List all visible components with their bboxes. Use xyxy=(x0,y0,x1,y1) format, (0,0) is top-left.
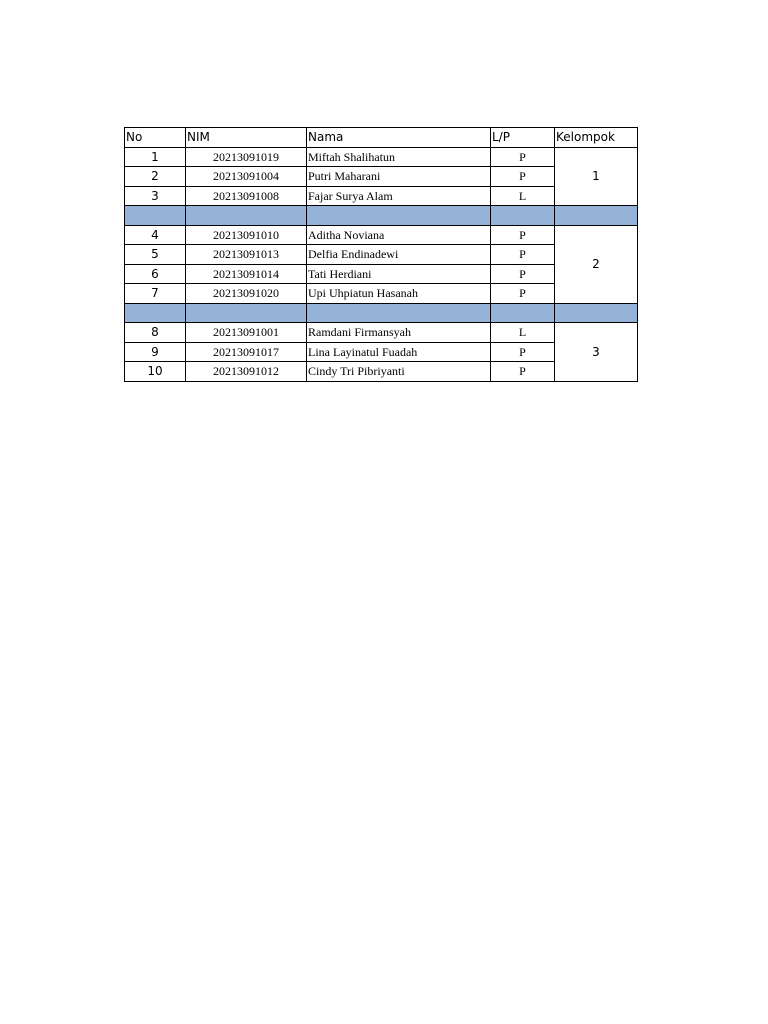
cell-lp[interactable]: P xyxy=(491,342,555,362)
separator-cell[interactable] xyxy=(491,206,555,226)
header-lp[interactable]: L/P xyxy=(491,128,555,148)
cell-lp[interactable]: P xyxy=(491,225,555,245)
cell-nim[interactable]: 20213091008 xyxy=(186,186,307,206)
cell-lp[interactable]: P xyxy=(491,284,555,304)
cell-nama[interactable]: Aditha Noviana xyxy=(307,225,491,245)
header-no[interactable]: No xyxy=(125,128,186,148)
separator-cell[interactable] xyxy=(491,303,555,323)
cell-nim[interactable]: 20213091020 xyxy=(186,284,307,304)
cell-nim[interactable]: 20213091019 xyxy=(186,147,307,167)
cell-nim[interactable]: 20213091017 xyxy=(186,342,307,362)
separator-cell[interactable] xyxy=(125,206,186,226)
cell-nim[interactable]: 20213091001 xyxy=(186,323,307,343)
header-row xyxy=(125,128,638,148)
separator-cell[interactable] xyxy=(307,303,491,323)
cell-no[interactable]: 8 xyxy=(125,323,186,343)
separator-cell[interactable] xyxy=(186,303,307,323)
cell-kelompok[interactable]: 3 xyxy=(555,323,638,382)
cell-nama[interactable]: Fajar Surya Alam xyxy=(307,186,491,206)
cell-lp[interactable]: L xyxy=(491,323,555,343)
cell-nim[interactable]: 20213091012 xyxy=(186,362,307,382)
cell-lp[interactable]: P xyxy=(491,245,555,265)
spreadsheet-page xyxy=(124,127,637,380)
separator-cell[interactable] xyxy=(125,303,186,323)
separator-cell[interactable] xyxy=(555,303,638,323)
cell-lp[interactable]: P xyxy=(491,264,555,284)
cell-kelompok[interactable]: 1 xyxy=(555,147,638,206)
cell-no[interactable]: 10 xyxy=(125,362,186,382)
cell-lp[interactable]: P xyxy=(491,147,555,167)
header-nim[interactable]: NIM xyxy=(186,128,307,148)
cell-kelompok[interactable]: 2 xyxy=(555,225,638,303)
cell-lp[interactable]: P xyxy=(491,167,555,187)
cell-nama[interactable]: Delfia Endinadewi xyxy=(307,245,491,265)
cell-nama[interactable]: Lina Layinatul Fuadah xyxy=(307,342,491,362)
cell-no[interactable]: 4 xyxy=(125,225,186,245)
cell-nim[interactable]: 20213091010 xyxy=(186,225,307,245)
cell-no[interactable]: 3 xyxy=(125,186,186,206)
cell-lp[interactable]: P xyxy=(491,362,555,382)
separator-cell[interactable] xyxy=(186,206,307,226)
cell-nama[interactable]: Miftah Shalihatun xyxy=(307,147,491,167)
cell-nama[interactable]: Upi Uhpiatun Hasanah xyxy=(307,284,491,304)
table-row xyxy=(125,225,638,245)
header-kelompok[interactable]: Kelompok xyxy=(555,128,638,148)
table-row xyxy=(125,147,638,167)
cell-no[interactable]: 7 xyxy=(125,284,186,304)
cell-nim[interactable]: 20213091014 xyxy=(186,264,307,284)
separator-row xyxy=(125,206,638,226)
separator-row xyxy=(125,303,638,323)
cell-no[interactable]: 1 xyxy=(125,147,186,167)
student-group-table xyxy=(124,127,638,382)
cell-nama[interactable]: Ramdani Firmansyah xyxy=(307,323,491,343)
table-row xyxy=(125,323,638,343)
cell-no[interactable]: 2 xyxy=(125,167,186,187)
cell-lp[interactable]: L xyxy=(491,186,555,206)
separator-cell[interactable] xyxy=(307,206,491,226)
cell-nama[interactable]: Cindy Tri Pibriyanti xyxy=(307,362,491,382)
cell-no[interactable]: 6 xyxy=(125,264,186,284)
cell-no[interactable]: 5 xyxy=(125,245,186,265)
header-nama[interactable]: Nama xyxy=(307,128,491,148)
cell-nama[interactable]: Tati Herdiani xyxy=(307,264,491,284)
cell-no[interactable]: 9 xyxy=(125,342,186,362)
cell-nim[interactable]: 20213091004 xyxy=(186,167,307,187)
cell-nama[interactable]: Putri Maharani xyxy=(307,167,491,187)
cell-nim[interactable]: 20213091013 xyxy=(186,245,307,265)
separator-cell[interactable] xyxy=(555,206,638,226)
